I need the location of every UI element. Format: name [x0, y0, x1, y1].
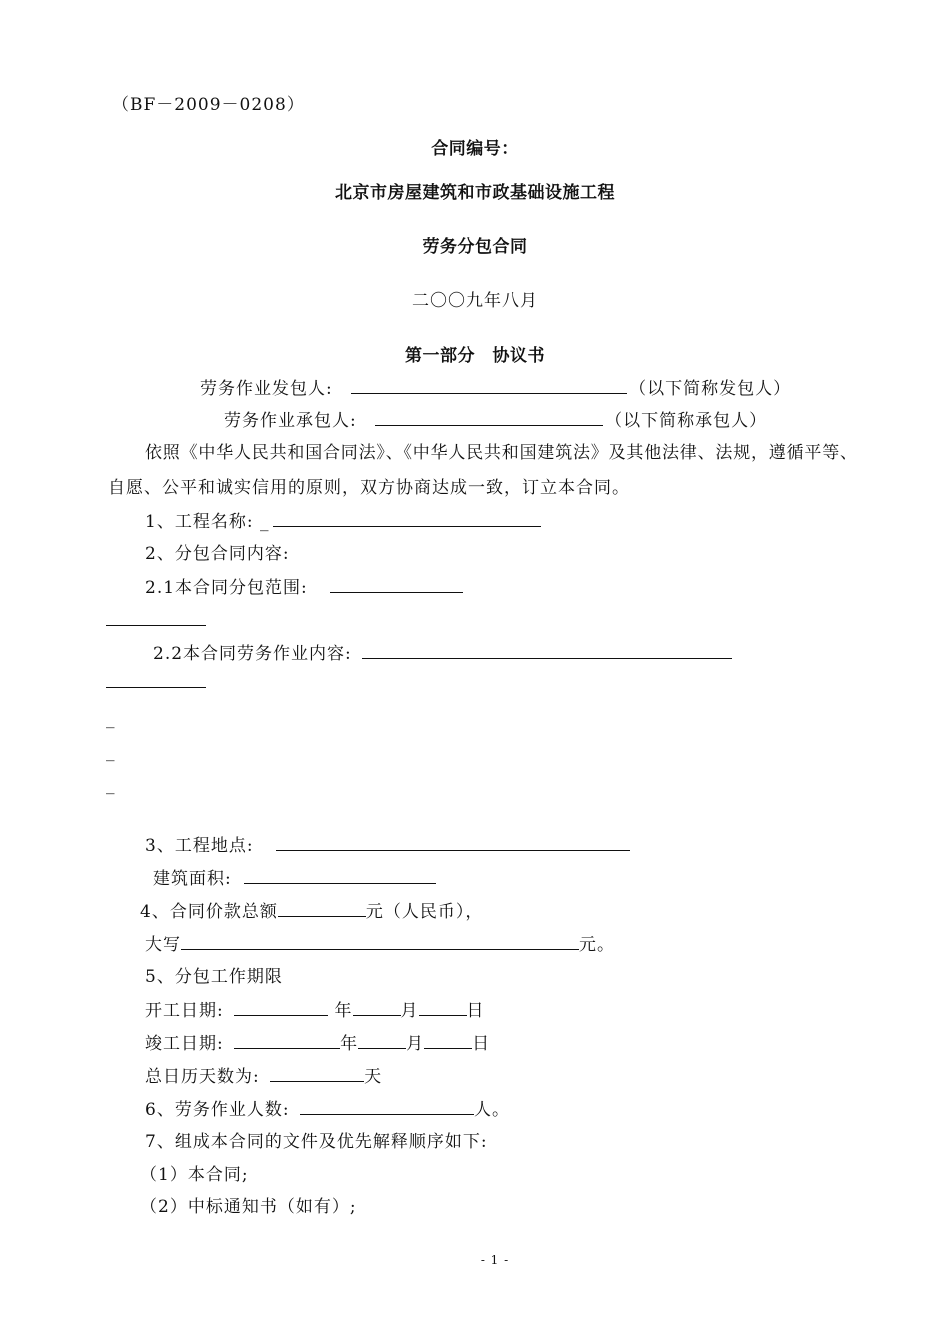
- scope-line: [145, 576, 463, 599]
- contract-document-2: （2）中标通知书（如有）;: [140, 1197, 357, 1217]
- scope-continuation-line[interactable]: [106, 625, 206, 626]
- intro-paragraph-line-1: 依照《中华人民共和国合同法》、《中华人民共和国建筑法》及其他法律、法规，遵循平等、: [145, 443, 858, 463]
- start-month-label: 月: [400, 1001, 419, 1021]
- employer-label: 劳务作业发包人:: [200, 379, 333, 399]
- total-days-line: [145, 1065, 382, 1088]
- total-days-unit: 天: [364, 1067, 383, 1087]
- start-day-field[interactable]: [419, 999, 467, 1016]
- start-day-label: 日: [466, 1001, 485, 1021]
- workers-line: [145, 1098, 510, 1121]
- document-title-line-1: 北京市房屋建筑和市政基础设施工程: [335, 183, 615, 203]
- capital-unit: 元。: [579, 935, 615, 955]
- location-label: 3、工程地点:: [145, 836, 254, 856]
- dash-line-3: _: [106, 775, 116, 795]
- scope-label: 2.1本合同分包范围:: [145, 578, 308, 598]
- labor-content-continuation-line[interactable]: [106, 687, 206, 688]
- employer-line: [200, 377, 791, 400]
- dash-line-1: _: [106, 709, 116, 729]
- price-field[interactable]: [278, 900, 366, 917]
- workers-field[interactable]: [300, 1098, 474, 1115]
- start-year-label: 年: [334, 1001, 353, 1021]
- document-code: （BF－2009－0208）: [112, 95, 305, 115]
- contract-documents-label: 7、组成本合同的文件及优先解释顺序如下:: [145, 1132, 488, 1152]
- employer-suffix: （以下简称发包人）: [629, 379, 792, 399]
- start-date-label: 开工日期:: [145, 1001, 224, 1021]
- contract-document-1: （1）本合同;: [140, 1165, 249, 1185]
- start-year-field[interactable]: [234, 999, 328, 1016]
- contract-number-label: 合同编号：: [431, 139, 519, 159]
- area-line: [153, 867, 436, 890]
- end-day-field[interactable]: [424, 1032, 472, 1049]
- area-field[interactable]: [244, 867, 436, 884]
- start-month-field[interactable]: [353, 999, 401, 1016]
- end-month-field[interactable]: [358, 1032, 406, 1049]
- scope-field[interactable]: [330, 576, 463, 593]
- part-heading: 第一部分 协议书: [405, 346, 545, 366]
- page-number: - 1 -: [480, 1253, 510, 1267]
- capital-label: 大写: [145, 935, 181, 955]
- capital-amount-field[interactable]: [181, 933, 579, 950]
- intro-paragraph-line-2: 自愿、公平和诚实信用的原则，双方协商达成一致，订立本合同。: [108, 478, 630, 498]
- total-days-label: 总日历天数为:: [145, 1067, 260, 1087]
- labor-content-field[interactable]: [362, 642, 732, 659]
- location-line: [145, 834, 630, 857]
- price-label: 4、合同价款总额: [140, 902, 278, 922]
- workers-label: 6、劳务作业人数:: [145, 1100, 290, 1120]
- price-unit: 元（人民币），: [365, 902, 484, 922]
- project-name-label: 1、工程名称:: [145, 512, 254, 532]
- end-date-label: 竣工日期:: [145, 1034, 224, 1054]
- period-label: 5、分包工作期限: [145, 967, 283, 987]
- end-day-label: 日: [472, 1034, 491, 1054]
- project-name-line: [145, 510, 541, 533]
- labor-content-label: 2.2本合同劳务作业内容:: [153, 644, 352, 664]
- contractor-line: [224, 409, 767, 432]
- project-name-field[interactable]: [273, 510, 541, 527]
- start-date-line: [145, 999, 485, 1022]
- contractor-label: 劳务作业承包人:: [224, 411, 357, 431]
- end-date-line: [145, 1032, 490, 1055]
- end-year-field[interactable]: [234, 1032, 340, 1049]
- workers-unit: 人。: [473, 1100, 510, 1120]
- contract-content-label: 2、分包合同内容:: [145, 544, 290, 564]
- location-field[interactable]: [276, 834, 630, 851]
- employer-name-field[interactable]: [351, 377, 627, 394]
- price-line: [140, 900, 483, 923]
- capital-amount-line: [145, 933, 615, 956]
- contractor-suffix: （以下简称承包人）: [605, 411, 768, 431]
- area-label: 建筑面积:: [153, 869, 232, 889]
- labor-content-line: [153, 642, 732, 665]
- document-date: 二〇〇九年八月: [412, 291, 538, 311]
- contractor-name-field[interactable]: [375, 409, 603, 426]
- end-year-label: 年: [340, 1034, 359, 1054]
- project-name-prefix: _: [259, 512, 270, 532]
- total-days-field[interactable]: [270, 1065, 364, 1082]
- dash-line-2: _: [106, 742, 116, 762]
- end-month-label: 月: [406, 1034, 425, 1054]
- document-title-line-2: 劳务分包合同: [422, 237, 528, 257]
